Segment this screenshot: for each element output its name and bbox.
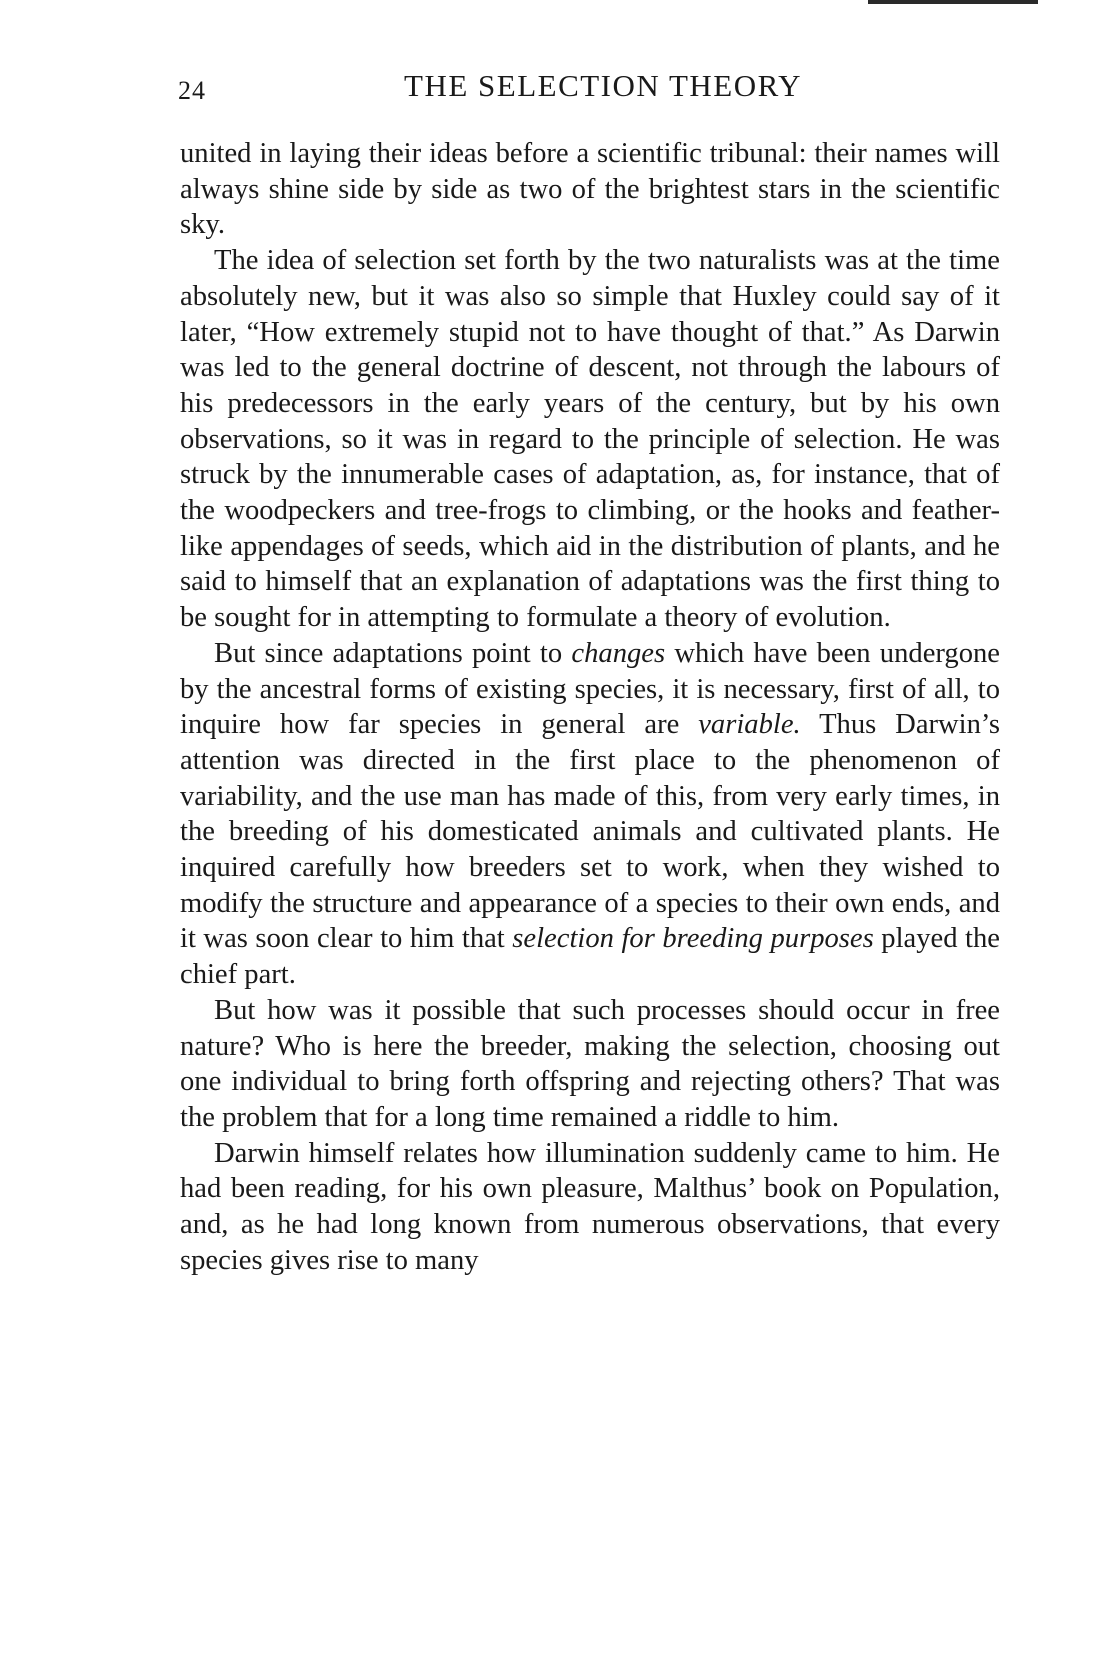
running-title: THE SELECTION THEORY — [404, 68, 802, 103]
paragraph-4: But how was it possible that such processes should occur in free nature? Who is here the breeder, making the selection, choosing out one individual to bring forth offspring and rejecting others? That was the problem that for a long time remained a riddle to him. — [180, 994, 1000, 1133]
paragraph-5: Darwin himself relates how illumination suddenly came to him. He had been reading, for his own pleasure, Malthus’ book on Population, and, as he had long known from numerous observations, that every species gives rise to many — [180, 1137, 1000, 1276]
paragraph-1: united in laying their ideas before a scientific tribunal: their names will always shine side by side as two of the brightest stars in the scientific sky. — [180, 138, 1000, 241]
paragraph-3-text-2: which have been undergone by the ancestral forms of existing species, it is necessary, first of all, to inquire how far species in general are — [180, 637, 1000, 741]
paragraph-3-text-1: But since adaptations point to — [214, 637, 572, 669]
page-number: 24 — [178, 76, 206, 105]
paragraph-3-text-3: Thus Darwin’s attention was directed in the first place to the phenomenon of variability, and the use man has made of this, from very early times, in the breeding of his domesticated animals and cultivated plants. He inquired carefully how breeders set to work, when they wished to modify the structure and appearance of a species to their own ends, and it was soon clear to him that — [180, 709, 1000, 955]
italic-variable: variable. — [698, 709, 801, 741]
running-head — [178, 68, 998, 118]
paragraph-3 — [180, 636, 1000, 993]
paragraph-3-text-4: played the chief part. — [180, 923, 1000, 991]
scan-edge-mark — [868, 0, 1038, 4]
italic-selection-for-breeding: selection for breeding purposes — [512, 923, 874, 955]
paragraph-2: The idea of selection set forth by the two naturalists was at the time absolutely new, but it was also so simple that Huxley could say of it later, “How extremely stupid not to have thought of that.” As Darwin was led to the general doctrine of descent, not through the labours of his predecessors in the early years of the century, but by his own observations, so it was in regard to the principle of selection. He was struck by the innumerable cases of adaptation, as, for instance, that of the woodpeckers and tree-frogs to climbing, or the hooks and feather-like appendages of seeds, which aid in the distribution of plants, and he said to himself that an explanation of adaptations was the first thing to be sought for in attempting to formulate a theory of evolution. — [180, 245, 1000, 634]
italic-changes: changes — [571, 637, 666, 669]
body-text — [180, 136, 1000, 1279]
